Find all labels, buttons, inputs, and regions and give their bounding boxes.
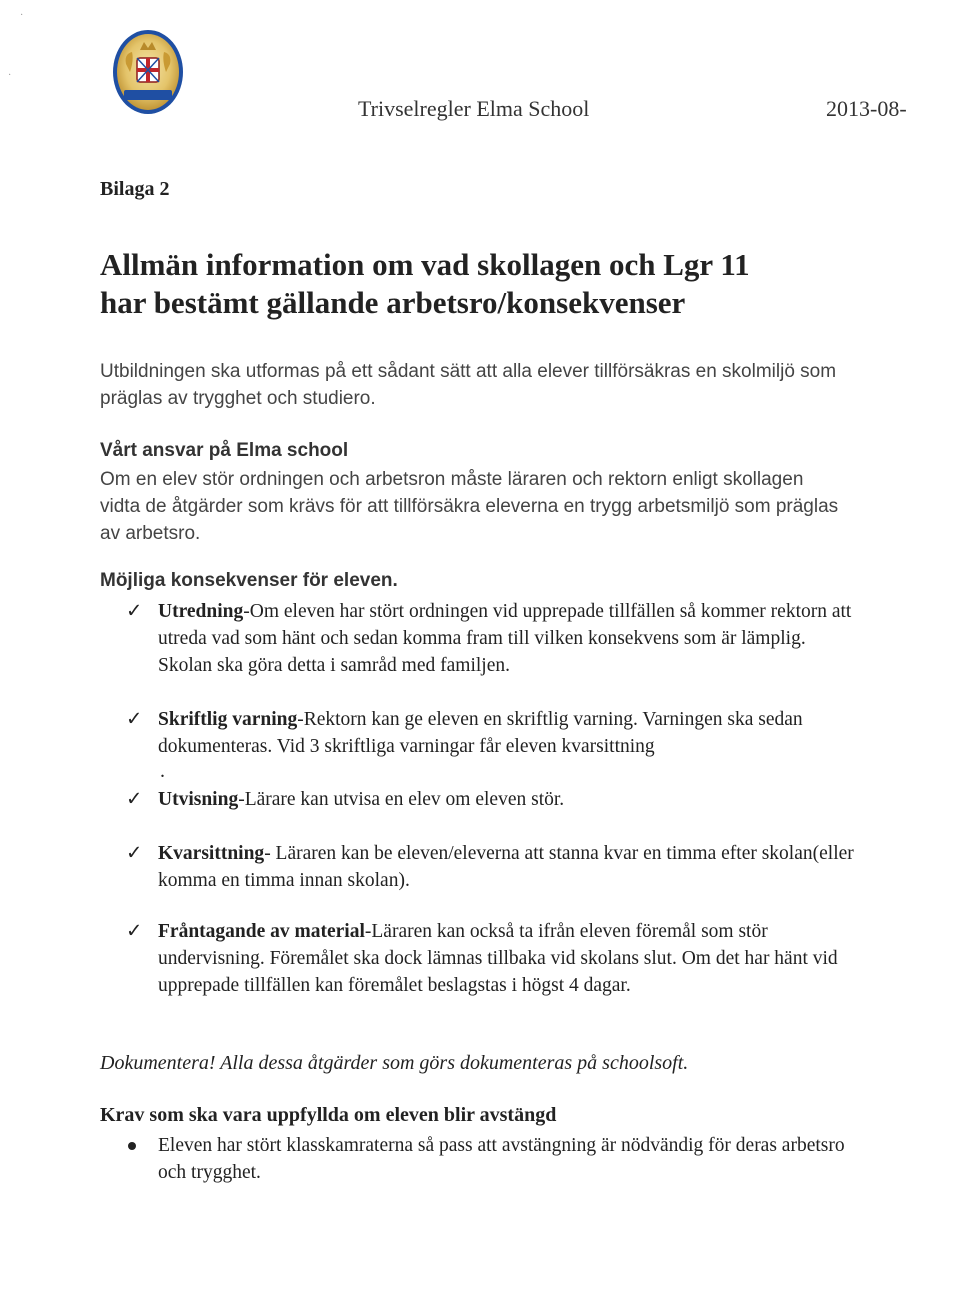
checkmark-icon: ✓ [126,843,143,864]
header-title: Trivselregler Elma School [358,96,590,121]
elma-school-logo [110,28,186,116]
consequence-description: -Rektorn kan ge eleven en skriftlig varning. Varningen ska sedan dokumenteras. Vid 3 skriftliga varningar får eleven kvarsittning [158,709,803,757]
consequences-heading: Möjliga konsekvenser för eleven. [100,570,398,591]
consequence-text [158,706,858,760]
scan-artifact: · [8,70,12,81]
page-title-line-1: Allmän information om vad skollagen och Lgr 11 [100,247,750,282]
consequence-term: Fråntagande av material [158,921,365,942]
page-title [100,246,860,322]
checkmark-icon: ✓ [126,601,143,622]
checkmark-icon: ✓ [126,709,143,730]
consequence-text [158,786,858,813]
page-title-line-2: har bestämt gällande arbetsro/konsekvenser [100,285,686,320]
responsibility-heading: Vårt ansvar på Elma school [100,440,349,461]
consequence-text [158,840,858,894]
scan-artifact: · [20,10,24,21]
consequence-text [158,918,858,999]
checkmark-icon: ✓ [126,789,143,810]
consequence-description: -Om eleven har stört ordningen vid upprepade tillfällen så kommer rektorn att utreda vad som hänt och sedan komma fram till vilken konsekvens som är lämplig. Skolan ska göra detta i samråd med familjen. [158,601,852,676]
suspension-requirements-heading: Krav som ska vara uppfyllda om eleven blir avstängd [100,1104,557,1126]
consequence-description: - Läraren kan be eleven/eleverna att stanna kvar en timma efter skolan(eller komma en timma innan skolan). [158,843,854,891]
checkmark-icon: ✓ [126,921,143,942]
responsibility-paragraph: Om en elev stör ordningen och arbetsron måste läraren och rektorn enligt skollagen vidta de åtgärder som krävs för att tillförsäkra eleverna en trygg arbetsmiljö som präglas av arbetsro. [100,469,839,544]
consequence-term: Skriftlig varning [158,709,298,730]
consequence-text [158,598,858,679]
bullet-icon [128,1142,136,1150]
documentation-note: Dokumentera! Alla dessa åtgärder som görs dokumenteras på schoolsoft. [100,1052,689,1074]
header-date: 2013-08- [826,96,907,121]
stray-period: . [160,760,165,782]
consequence-term: Kvarsittning [158,843,265,864]
consequence-term: Utvisning [158,789,239,810]
intro-paragraph: Utbildningen ska utformas på ett sådant sätt att alla elever tillförsäkras en skolmiljö som präglas av trygghet och studiero. [100,361,837,409]
consequence-term: Utredning [158,601,244,622]
consequence-description: -Lärare kan utvisa en elev om eleven stör. [238,789,565,810]
consequence-description: -Läraren kan också ta ifrån eleven föremål som stör undervisning. Föremålet ska dock lämnas tillbaka vid skolans slut. Om det har hänt vid upprepade tillfällen kan föremålet beslagstas i högst 4 dagar. [158,921,838,996]
requirement-text: Eleven har stört klasskamraterna så pass att avstängning är nödvändig för deras arbetsro och trygghet. [158,1135,845,1183]
appendix-label: Bilaga 2 [100,178,170,200]
